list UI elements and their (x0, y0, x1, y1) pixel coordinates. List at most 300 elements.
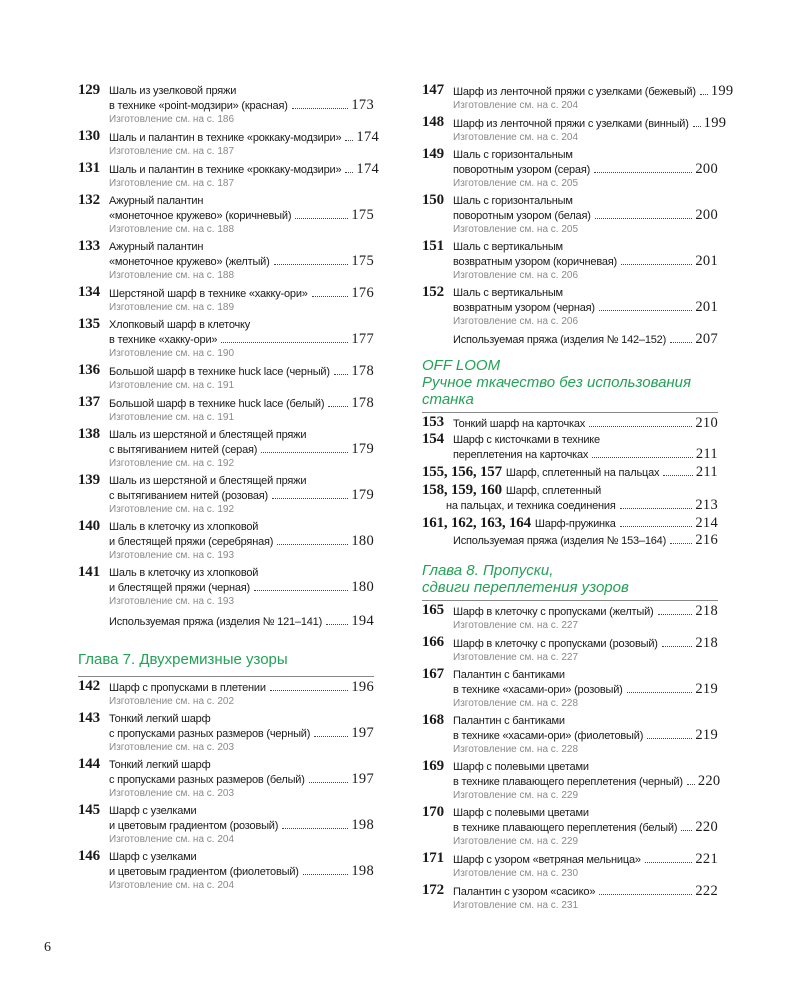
page-ref: 200 (695, 161, 718, 177)
entry-title: Большой шарф в технике huck lace (черный) (109, 366, 330, 378)
entry-reference: Изготовление см. на с. 192 (109, 504, 235, 515)
entry-line (78, 850, 374, 864)
toc-entry[interactable] (78, 364, 374, 392)
entry-number: 165 (422, 602, 444, 618)
chapter-rule (422, 600, 718, 601)
page-ref: 180 (351, 579, 374, 595)
entry-title: Тонкий шарф на карточках (453, 418, 586, 430)
used-yarn-label: Используемая пряжа (изделия № 153–164) (453, 535, 667, 547)
entry-line (78, 566, 374, 580)
entry-number: 171 (422, 850, 444, 866)
entry-title: Шарф-пружинка (534, 518, 616, 530)
page-ref: 220 (697, 773, 721, 789)
entry-line (422, 773, 721, 789)
page-ref: 213 (695, 497, 718, 513)
page-ref: 219 (695, 727, 718, 743)
toc-entry[interactable] (422, 148, 718, 190)
entry-title: в технике «хакку-ори» (109, 334, 218, 346)
entry-reference: Изготовление см. на с. 230 (453, 868, 579, 879)
entry-line (78, 286, 374, 301)
toc-entry[interactable] (78, 758, 374, 800)
entry-line (78, 128, 380, 145)
entry-title: Шарф с пропусками в плетении (109, 682, 266, 694)
toc-entry[interactable] (78, 680, 374, 708)
entry-line (78, 428, 374, 442)
toc-entry[interactable] (422, 668, 718, 710)
entry-title: Шарф с узелками (109, 851, 197, 863)
page-ref: 207 (695, 331, 718, 347)
toc-entry[interactable] (78, 194, 374, 236)
entry-title: Шаль в клеточку из хлопковой (109, 521, 259, 533)
entry-line (78, 160, 380, 177)
used-yarn-121-141[interactable] (78, 614, 374, 629)
entry-line (422, 884, 718, 899)
entry-line (78, 396, 374, 411)
page-ref: 218 (695, 635, 718, 651)
leader-dots (272, 498, 348, 499)
toc-entry[interactable] (78, 712, 374, 754)
entry-title: Хлопковый шарф в клеточку (109, 319, 251, 331)
entry-title: и блестящей пряжи (черная) (109, 582, 250, 594)
entry-title: с вытягиванием нитей (розовая) (109, 490, 268, 502)
left-entries (78, 82, 380, 608)
toc-entry[interactable] (422, 604, 718, 632)
entry-reference: Изготовление см. на с. 204 (453, 132, 579, 143)
entry-number: 148 (422, 114, 444, 130)
page-ref: 175 (351, 207, 374, 223)
entry-title: в технике «хасами-ори» (фиолетовый) (453, 730, 644, 742)
leader-dots (277, 544, 348, 545)
entry-title: Шерстяной шарф в технике «хакку-ори» (109, 288, 308, 300)
page-ref: 198 (351, 817, 374, 833)
entry-line (78, 194, 374, 208)
entry-line (78, 98, 374, 113)
toc-entry[interactable] (422, 714, 718, 756)
entry-number: 170 (422, 804, 444, 820)
toc-entry[interactable] (78, 804, 374, 846)
leader-dots (687, 784, 695, 785)
entry-title: Шаль с горизонтальным (453, 195, 573, 207)
toc-entry[interactable] (422, 114, 727, 144)
page-ref: 222 (695, 883, 718, 899)
entry-title: «монеточное кружево» (желтый) (109, 256, 270, 268)
page-ref: 179 (351, 487, 374, 503)
entry-reference: Изготовление см. на с. 191 (109, 380, 235, 391)
toc-entry[interactable] (78, 128, 380, 158)
entry-number: 154 (422, 431, 444, 447)
entry-line (422, 668, 718, 682)
entry-line (422, 636, 718, 651)
entry-reference: Изготовление см. на с. 228 (453, 744, 579, 755)
entry-reference: Изготовление см. на с. 188 (109, 224, 235, 235)
toc-entry[interactable] (78, 428, 374, 470)
leader-dots (620, 508, 693, 509)
chapter-7-title: Глава 7. Двухремизные узоры (78, 651, 288, 668)
entry-line (78, 534, 374, 549)
toc-entry[interactable] (422, 515, 718, 531)
entry-number: 149 (422, 146, 444, 162)
entry-reference: Изготовление см. на с. 227 (453, 652, 579, 663)
entry-line (78, 254, 374, 269)
toc-entry[interactable] (422, 806, 718, 848)
entry-reference: Изготовление см. на с. 204 (453, 100, 579, 111)
entry-line (78, 208, 374, 223)
toc-entry[interactable] (78, 286, 374, 314)
leader-dots (274, 264, 349, 265)
entry-title: возвратным узором (черная) (453, 302, 595, 314)
entry-line (422, 82, 734, 99)
page-ref: 200 (695, 207, 718, 223)
toc-entry[interactable] (422, 82, 734, 112)
entry-number: 145 (78, 802, 100, 818)
entry-line (422, 433, 718, 447)
entry-number: 158, 159, 160 (422, 482, 502, 498)
used-yarn-label: Используемая пряжа (изделия № 121–141) (109, 616, 323, 628)
leader-dots (221, 342, 348, 343)
entry-line (78, 488, 374, 503)
leader-dots (670, 342, 692, 343)
entry-title: Шарф, сплетенный на пальцах (505, 467, 660, 479)
entry-line (78, 680, 374, 695)
leader-dots (645, 862, 693, 863)
leader-dots (314, 736, 348, 737)
right-column (422, 82, 734, 916)
toc-entry[interactable] (78, 566, 374, 608)
entry-number: 172 (422, 882, 444, 898)
entry-reference: Изготовление см. на с. 206 (453, 316, 579, 327)
entry-line (422, 760, 718, 774)
entry-line (78, 364, 374, 379)
entry-line (78, 520, 374, 534)
entry-reference: Изготовление см. на с. 186 (109, 114, 235, 125)
entry-title: Шаль и палантин в технике «роккаку-модзири» (109, 132, 342, 144)
page-ref: 176 (351, 285, 374, 301)
entry-title: Шарф с полевыми цветами (453, 761, 589, 773)
entry-title: с пропусками разных размеров (белый) (109, 774, 305, 786)
toc-entry[interactable] (78, 318, 374, 360)
entry-line (422, 852, 718, 867)
entry-title: Шаль и палантин в технике «роккаку-модзири» (109, 164, 342, 176)
leader-dots (282, 828, 348, 829)
used-yarn-153-164[interactable] (422, 533, 718, 548)
entry-number: 133 (78, 238, 100, 254)
entry-line (422, 148, 718, 162)
entry-number: 141 (78, 564, 100, 580)
entry-title: Шарф в клеточку с пропусками (желтый) (453, 606, 654, 618)
page-ref: 178 (351, 363, 374, 379)
chapter-8-entries (422, 602, 721, 912)
entry-line (422, 728, 718, 743)
entry-title: Палантин с бантиками (453, 715, 565, 727)
page-ref: 177 (351, 331, 374, 347)
leader-dots (589, 426, 692, 427)
entry-reference: Изготовление см. на с. 187 (109, 146, 235, 157)
used-yarn-label: Используемая пряжа (изделия № 142–152) (453, 334, 667, 346)
entry-title: и блестящей пряжи (серебряная) (109, 536, 274, 548)
toc-entry[interactable] (78, 396, 374, 424)
leader-dots (627, 692, 693, 693)
leader-dots (592, 457, 693, 458)
entry-title: с пропусками разных размеров (черный) (109, 728, 311, 740)
entry-number: 132 (78, 192, 100, 208)
page-ref: 218 (695, 603, 718, 619)
toc-entry[interactable] (422, 416, 718, 431)
toc-entry[interactable] (422, 240, 718, 282)
entry-number: 137 (78, 394, 100, 410)
entry-reference: Изготовление см. на с. 229 (453, 790, 579, 801)
entry-line (422, 254, 718, 269)
leader-dots (662, 646, 693, 647)
entry-reference: Изготовление см. на с. 231 (453, 900, 579, 911)
toc-entry[interactable] (422, 852, 718, 880)
entry-number: 152 (422, 284, 444, 300)
page-ref: 220 (695, 819, 718, 835)
leader-dots (328, 406, 348, 407)
entry-line (78, 474, 374, 488)
page-ref: 221 (695, 851, 718, 867)
entry-line (422, 114, 727, 131)
entry-reference: Изготовление см. на с. 203 (109, 788, 235, 799)
toc-entry[interactable] (78, 84, 374, 126)
leader-dots (345, 140, 353, 141)
entry-title: Шаль с вертикальным (453, 287, 563, 299)
entry-title: Шаль из шерстяной и блестящей пряжи (109, 475, 307, 487)
entry-title: Шарф с узором «ветряная мельница» (453, 854, 641, 866)
entry-line (422, 162, 718, 177)
leader-dots (700, 94, 708, 95)
entry-number: 147 (422, 82, 444, 98)
entry-reference: Изготовление см. на с. 205 (453, 178, 579, 189)
toc-entry[interactable] (422, 482, 718, 513)
entry-title: Шаль с горизонтальным (453, 149, 573, 161)
entry-line (422, 208, 718, 223)
entry-reference: Изготовление см. на с. 187 (109, 178, 235, 189)
entry-reference: Изготовление см. на с. 190 (109, 348, 235, 359)
toc-entry[interactable] (78, 240, 374, 282)
entry-title: Шаль из шерстяной и блестящей пряжи (109, 429, 307, 441)
leader-dots (309, 782, 349, 783)
entry-reference: Изготовление см. на с. 227 (453, 620, 579, 631)
entry-number: 161, 162, 163, 164 (422, 515, 531, 531)
leader-dots (292, 108, 349, 109)
toc-entry[interactable] (78, 850, 374, 892)
page-ref: 194 (351, 613, 374, 629)
toc-entry[interactable] (78, 474, 374, 516)
entry-reference: Изготовление см. на с. 191 (109, 412, 235, 423)
entry-number: 167 (422, 666, 444, 682)
chapter-rule (78, 676, 374, 677)
leader-dots (312, 296, 349, 297)
entry-title: в технике плавающего переплетения (белый) (453, 822, 678, 834)
left-column (78, 82, 380, 896)
entry-reference: Изготовление см. на с. 205 (453, 224, 579, 235)
toc-entry[interactable] (422, 464, 718, 480)
entry-number: 166 (422, 634, 444, 650)
entry-number: 134 (78, 284, 100, 300)
entry-title: Шаль из узелковой пряжи (109, 85, 237, 97)
leader-dots (595, 218, 693, 219)
entry-title: Большой шарф в технике huck lace (белый) (109, 398, 325, 410)
page-ref: 179 (351, 441, 374, 457)
page-ref: 211 (695, 446, 718, 462)
entry-title: в технике «хасами-ори» (розовый) (453, 684, 623, 696)
entry-line (78, 818, 374, 833)
page-ref: 174 (356, 129, 380, 145)
page-ref: 174 (356, 161, 380, 177)
page-ref: 201 (695, 253, 718, 269)
entry-number: 151 (422, 238, 444, 254)
entry-number: 140 (78, 518, 100, 534)
page-ref: 199 (703, 115, 727, 131)
entry-number: 142 (78, 678, 100, 694)
toc-entry[interactable] (422, 884, 718, 912)
entry-title: и цветовым градиентом (фиолетовый) (109, 866, 299, 878)
entry-number: 144 (78, 756, 100, 772)
entry-reference: Изготовление см. на с. 203 (109, 742, 235, 753)
toc-entry[interactable] (422, 286, 718, 328)
entry-reference: Изготовление см. на с. 204 (109, 834, 235, 845)
entry-line (422, 416, 718, 431)
entry-line (422, 714, 718, 728)
toc-entry[interactable] (422, 636, 718, 664)
entry-line (422, 498, 718, 513)
entry-line (422, 515, 718, 531)
entry-number: 169 (422, 758, 444, 774)
page-ref: 199 (710, 83, 734, 99)
page-ref: 219 (695, 681, 718, 697)
entry-title: в технике плавающего переплетения (черный) (453, 776, 683, 788)
toc-entry[interactable] (422, 758, 721, 802)
entry-reference: Изготовление см. на с. 228 (453, 698, 579, 709)
offloom-title: OFF LOOM (422, 357, 501, 374)
entry-title: поворотным узором (серая) (453, 164, 591, 176)
right-entries (422, 82, 734, 328)
leader-dots (693, 126, 701, 127)
page-ref: 197 (351, 725, 374, 741)
entry-line (78, 332, 374, 347)
entry-number: 150 (422, 192, 444, 208)
entry-line (422, 820, 718, 835)
toc-entry[interactable] (78, 520, 374, 562)
entry-line (422, 240, 718, 254)
toc-entry[interactable] (422, 194, 718, 236)
entry-title: на пальцах, и техника соединения (446, 500, 616, 512)
entry-line (78, 726, 374, 741)
entry-reference: Изготовление см. на с. 193 (109, 596, 235, 607)
entry-reference: Изготовление см. на с. 192 (109, 458, 235, 469)
offloom-entries (422, 416, 718, 531)
entry-line (422, 604, 718, 619)
entry-title: в технике «point-модзири» (красная) (109, 100, 288, 112)
entry-line (422, 806, 718, 820)
entry-number: 130 (78, 128, 100, 144)
entry-line (422, 286, 718, 300)
entry-number: 146 (78, 848, 100, 864)
entry-title: Ажурный палантин (109, 195, 204, 207)
chapter-8-title-line2: сдвиги переплетения узоров (422, 579, 629, 596)
entry-number: 143 (78, 710, 100, 726)
entry-title: Шарф с узелками (109, 805, 197, 817)
page-ref: 197 (351, 771, 374, 787)
entry-reference: Изготовление см. на с. 189 (109, 302, 235, 313)
entry-reference: Изготовление см. на с. 193 (109, 550, 235, 561)
page-ref: 214 (695, 515, 718, 531)
entry-title: Шарф, сплетенный (505, 485, 602, 497)
leader-dots (261, 452, 348, 453)
page-ref: 178 (351, 395, 374, 411)
entry-line (78, 772, 374, 787)
entry-line (78, 864, 374, 879)
leader-dots (303, 874, 349, 875)
entry-title: Ажурный палантин (109, 241, 204, 253)
entry-title: с вытягиванием нитей (серая) (109, 444, 258, 456)
used-yarn-142-152[interactable] (422, 332, 718, 347)
entry-number: 131 (78, 160, 100, 176)
entry-line (422, 194, 718, 208)
leader-dots (270, 690, 349, 691)
entry-reference: Изготовление см. на с. 188 (109, 270, 235, 281)
entry-line (78, 318, 374, 332)
leader-dots (599, 894, 692, 895)
entry-title: возвратным узором (коричневая) (453, 256, 617, 268)
page-ref: 216 (695, 532, 718, 548)
leader-dots (663, 475, 693, 476)
entry-number: 155, 156, 157 (422, 464, 502, 480)
entry-title: Шарф из ленточной пряжи с узелками (винный) (453, 118, 689, 130)
entry-title: переплетения на карточках (453, 449, 589, 461)
page-ref: 198 (351, 863, 374, 879)
entry-title: и цветовым градиентом (розовый) (109, 820, 279, 832)
entry-title: Тонкий легкий шарф (109, 713, 211, 725)
entry-line (422, 482, 718, 498)
leader-dots (621, 264, 692, 265)
leader-dots (594, 172, 692, 173)
chapter-8-title-line1: Глава 8. Пропуски, (422, 562, 554, 579)
entry-line (78, 580, 374, 595)
entry-title: Шаль в клеточку из хлопковой (109, 567, 259, 579)
entry-title: Шарф из ленточной пряжи с узелками (бежевый) (453, 86, 696, 98)
entry-title: поворотным узором (белая) (453, 210, 591, 222)
entry-line (422, 682, 718, 697)
chapter-7-entries (78, 680, 374, 892)
entry-title: Палантин с узором «сасико» (453, 886, 596, 898)
chapter-rule (422, 412, 718, 413)
entry-title: Шарф в клеточку с пропусками (розовый) (453, 638, 658, 650)
leader-dots (334, 374, 349, 375)
entry-reference: Изготовление см. на с. 206 (453, 270, 579, 281)
entry-line (78, 84, 374, 98)
entry-line (78, 758, 374, 772)
entry-number: 138 (78, 426, 100, 442)
entry-reference: Изготовление см. на с. 202 (109, 696, 235, 707)
entry-line (78, 240, 374, 254)
entry-line (422, 447, 718, 462)
page-ref: 211 (695, 464, 718, 480)
entry-line (422, 300, 718, 315)
entry-number: 153 (422, 414, 444, 430)
leader-dots (658, 614, 693, 615)
toc-entry[interactable] (422, 433, 718, 462)
leader-dots (295, 218, 348, 219)
leader-dots (345, 172, 353, 173)
toc-entry[interactable] (78, 160, 380, 190)
entry-number: 168 (422, 712, 444, 728)
leader-dots (326, 624, 348, 625)
entry-title: Палантин с бантиками (453, 669, 565, 681)
entry-line (78, 712, 374, 726)
entry-title: Шарф с кисточками в технике (453, 434, 600, 446)
entry-title: «монеточное кружево» (коричневый) (109, 210, 292, 222)
